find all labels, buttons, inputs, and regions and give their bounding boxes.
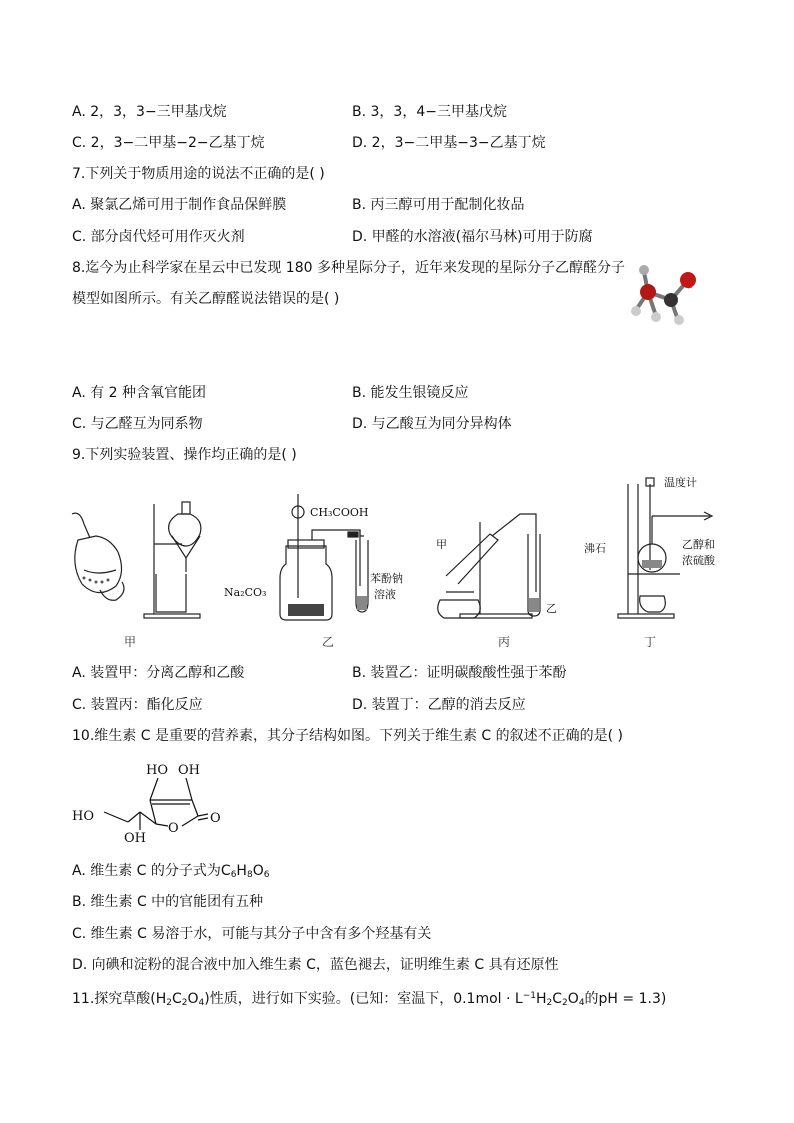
q7-option-a: A. 聚氯乙烯可用于制作食品保鲜膜 [72,197,287,213]
q7-option-c: C. 部分卤代烃可用作灭火剂 [72,229,245,245]
label-apparatus-bing: 丙 [498,635,511,649]
glycolaldehyde-model [626,258,704,326]
q9-option-c: C. 装置丙：酯化反应 [72,697,203,713]
q8-stem-line2: 模型如图所示。有关乙醇醛说法错误的是( ) [72,291,340,307]
q10-option-c: C. 维生素 C 易溶于水，可能与其分子中含有多个羟基有关 [72,926,432,942]
q11-sub: 2 [546,998,553,1008]
q9-apparatus-figure [60,474,740,654]
q9-stem: 9.下列实验装置、操作均正确的是( ) [72,447,297,463]
q11-sup: −1 [522,991,536,1001]
q9-option-d: D. 装置丁：乙醇的消去反应 [352,697,526,713]
q11-text-end: 的pH = 1.3) [584,991,667,1007]
q6-option-d: D. 2，3−二甲基−3−乙基丁烷 [352,135,546,151]
vc-label-oh-bottom: OH [124,831,146,846]
formula-o: O [252,863,264,879]
q11-formula-h: H [536,991,547,1007]
q11-sub: 4 [198,998,205,1008]
q6-option-c: C. 2，3−二甲基−2−乙基丁烷 [72,135,265,151]
vc-label-ho-left: HO [72,809,94,824]
q7-option-d: D. 甲醛的水溶液(福尔马林)可用于防腐 [352,229,593,245]
q10-option-a-text: A. 维生素 C 的分子式为C [72,863,231,879]
sub-8: 8 [246,870,253,880]
formula-h: H [236,863,247,879]
q10-option-b: B. 维生素 C 中的官能团有五种 [72,894,264,910]
q11-stem [72,987,666,1012]
vitamin-c-structure [68,756,238,846]
label-boiling-stone: 沸石 [584,542,606,555]
q8-option-c: C. 与乙醛互为同系物 [72,416,203,432]
label-phenolate-2: 溶液 [374,588,396,601]
q11-sub: 4 [578,998,585,1008]
sub-6: 6 [230,870,237,880]
label-bing-jia: 甲 [436,538,447,551]
q11-formula-c: C [552,991,563,1007]
q9-option-a: A. 装置甲：分离乙醇和乙酸 [72,665,245,681]
q8-stem-line1: 8.迄今为止科学家在星云中已发现 180 多种星际分子，近年来发现的星际分子乙醇醛分子 [72,260,625,276]
q11-formula-c: C [172,991,182,1007]
vc-label-ho-top: HO [146,763,168,778]
q8-option-b: B. 能发生银镜反应 [352,385,469,401]
q11-text-mid: )性质，进行如下实验。(已知：室温下，0.1mol · L [204,991,523,1007]
q8-option-a: A. 有 2 种含氧官能团 [72,385,207,401]
q11-formula-o: O [567,991,579,1007]
vc-label-ring-o: O [168,821,179,836]
label-apparatus-jia: 甲 [124,635,137,649]
label-apparatus-ding: 丁 [644,635,657,649]
q7-stem: 7.下列关于物质用途的说法不正确的是( ) [72,166,325,182]
q11-formula-o: O [187,991,199,1007]
label-ethanol-2: 浓硫酸 [682,554,715,567]
q11-text-pre: 11.探究草酸(H [72,991,167,1007]
q9-option-b: B. 装置乙：证明碳酸酸性强于苯酚 [352,665,567,681]
label-thermometer: 温度计 [664,476,697,489]
label-bing-yi: 乙 [546,602,557,615]
q10-option-a [72,862,269,884]
vc-label-oh-top: OH [178,763,200,778]
q11-sub: 2 [181,998,188,1008]
label-phenolate-1: 苯酚钠 [370,572,403,585]
q6-option-a: A. 2，3，3−三甲基戊烷 [72,104,227,120]
sub-6b: 6 [263,870,270,880]
label-ethanol-1: 乙醇和 [682,538,715,551]
q10-option-d: D. 向碘和淀粉的混合液中加入维生素 C，蓝色褪去，证明维生素 C 具有还原性 [72,957,559,973]
q7-option-b: B. 丙三醇可用于配制化妆品 [352,197,525,213]
label-na2co3: Na₂CO₃ [224,586,267,599]
q11-sub: 2 [562,998,568,1008]
label-ch3cooh: CH₃COOH [310,506,369,519]
q10-stem: 10.维生素 C 是重要的营养素，其分子结构如图。下列关于维生素 C 的叙述不正确的是( ) [72,728,623,744]
q11-sub: 2 [166,998,172,1008]
q8-option-d: D. 与乙酸互为同分异构体 [352,416,512,432]
q6-option-b: B. 3，3，4−三甲基戊烷 [352,104,507,120]
label-apparatus-yi: 乙 [322,635,335,649]
vc-label-carbonyl-o: O [210,811,221,826]
